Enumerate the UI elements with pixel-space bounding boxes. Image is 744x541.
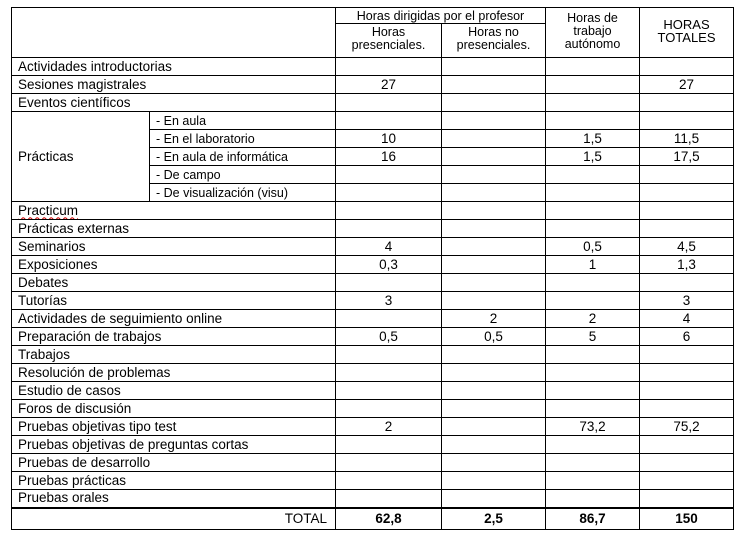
cell-nopres — [442, 220, 546, 238]
cell-nopres — [442, 166, 546, 184]
cell-auto: 5 — [546, 328, 640, 346]
table-row — [12, 472, 734, 490]
cell-pres — [336, 364, 442, 382]
cell-nopres — [442, 202, 546, 220]
table-row — [12, 346, 734, 364]
cell-auto: 2 — [546, 310, 640, 328]
cell-pres — [336, 220, 442, 238]
table-row — [12, 94, 734, 112]
cell-nopres: 2 — [442, 310, 546, 328]
cell-nopres — [442, 400, 546, 418]
row-label: Pruebas objetivas tipo test — [12, 418, 336, 436]
cell-total: 11,5 — [640, 130, 734, 148]
cell-nopres — [442, 238, 546, 256]
cell-total — [640, 220, 734, 238]
row-label: Tutorías — [12, 292, 336, 310]
cell-pres — [336, 184, 442, 202]
table-row — [12, 436, 734, 454]
cell-auto: 1,5 — [546, 130, 640, 148]
cell-pres — [336, 454, 442, 472]
cell-pres — [336, 274, 442, 292]
cell-total: 1,3 — [640, 256, 734, 274]
cell-pres: 16 — [336, 148, 442, 166]
cell-auto — [546, 166, 640, 184]
row-label: Preparación de trabajos — [12, 328, 336, 346]
cell-total — [640, 94, 734, 112]
cell-pres: 0,3 — [336, 256, 442, 274]
cell-pres: 27 — [336, 76, 442, 94]
row-label: Trabajos — [12, 346, 336, 364]
cell-pres: 4 — [336, 238, 442, 256]
cell-auto — [546, 400, 640, 418]
cell-total: 3 — [640, 292, 734, 310]
cell-nopres — [442, 454, 546, 472]
row-label: Practicum — [12, 202, 336, 220]
cell-nopres — [442, 364, 546, 382]
cell-nopres — [442, 436, 546, 454]
cell-total — [640, 112, 734, 130]
row-label: Estudio de casos — [12, 382, 336, 400]
cell-pres: 0,5 — [336, 328, 442, 346]
cell-pres — [336, 310, 442, 328]
header-total: HORAS TOTALES — [640, 8, 734, 58]
row-label: Pruebas objetivas de preguntas cortas — [12, 436, 336, 454]
cell-auto — [546, 364, 640, 382]
cell-total — [640, 364, 734, 382]
totals-label: TOTAL — [12, 508, 336, 530]
cell-pres: 3 — [336, 292, 442, 310]
header-autonomous: Horas de trabajo autónomo — [546, 8, 640, 58]
cell-total — [640, 58, 734, 76]
row-label: - De visualización (visu) — [150, 184, 336, 202]
row-label: - En el laboratorio — [150, 130, 336, 148]
cell-pres — [336, 382, 442, 400]
cell-nopres — [442, 58, 546, 76]
cell-auto — [546, 490, 640, 508]
cell-nopres: 0,5 — [442, 328, 546, 346]
cell-nopres — [442, 184, 546, 202]
cell-total — [640, 436, 734, 454]
cell-pres — [336, 94, 442, 112]
header-blank — [12, 8, 336, 58]
cell-auto — [546, 292, 640, 310]
table-row — [12, 328, 734, 346]
cell-nopres — [442, 292, 546, 310]
table-row — [12, 76, 734, 94]
cell-nopres — [442, 94, 546, 112]
table-row — [12, 418, 734, 436]
cell-auto — [546, 274, 640, 292]
cell-total: 75,2 — [640, 418, 734, 436]
cell-pres — [336, 346, 442, 364]
table-row — [12, 58, 734, 76]
cell-pres — [336, 58, 442, 76]
cell-auto: 1,5 — [546, 148, 640, 166]
cell-pres — [336, 202, 442, 220]
cell-nopres — [442, 274, 546, 292]
cell-total: 4,5 — [640, 238, 734, 256]
table-row — [12, 274, 734, 292]
cell-auto — [546, 76, 640, 94]
cell-total — [640, 490, 734, 508]
cell-auto — [546, 346, 640, 364]
row-label: Foros de discusión — [12, 400, 336, 418]
cell-total — [640, 454, 734, 472]
cell-auto — [546, 112, 640, 130]
cell-total: 6 — [640, 328, 734, 346]
row-label: Prácticas externas — [12, 220, 336, 238]
cell-total: 4 — [640, 310, 734, 328]
cell-pres — [336, 112, 442, 130]
practices-label: Prácticas — [12, 112, 150, 202]
row-label: Exposiciones — [12, 256, 336, 274]
cell-total: 17,5 — [640, 148, 734, 166]
cell-pres: 10 — [336, 130, 442, 148]
cell-auto — [546, 454, 640, 472]
cell-total — [640, 184, 734, 202]
row-label: Sesiones magistrales — [12, 76, 336, 94]
row-label: Pruebas orales — [12, 490, 336, 508]
table-row — [12, 310, 734, 328]
cell-total — [640, 166, 734, 184]
cell-pres — [336, 472, 442, 490]
row-label: Debates — [12, 274, 336, 292]
cell-auto — [546, 382, 640, 400]
table-row — [12, 220, 734, 238]
cell-nopres — [442, 346, 546, 364]
cell-nopres — [442, 148, 546, 166]
cell-total — [640, 400, 734, 418]
row-label: Actividades introductorias — [12, 58, 336, 76]
cell-nopres — [442, 418, 546, 436]
totals-total: 150 — [640, 508, 734, 530]
row-label: Resolución de problemas — [12, 364, 336, 382]
row-label: Actividades de seguimiento online — [12, 310, 336, 328]
cell-total: 27 — [640, 76, 734, 94]
cell-nopres — [442, 490, 546, 508]
cell-auto — [546, 94, 640, 112]
cell-auto — [546, 436, 640, 454]
row-label: Eventos científicos — [12, 94, 336, 112]
table-row — [12, 292, 734, 310]
cell-auto — [546, 220, 640, 238]
cell-nopres — [442, 472, 546, 490]
row-label: Pruebas de desarrollo — [12, 454, 336, 472]
header-directed: Horas dirigidas por el profesor — [336, 8, 546, 24]
row-label: - En aula — [150, 112, 336, 130]
cell-pres — [336, 166, 442, 184]
cell-auto — [546, 184, 640, 202]
cell-auto — [546, 58, 640, 76]
cell-auto: 1 — [546, 256, 640, 274]
cell-total — [640, 346, 734, 364]
table-row — [12, 400, 734, 418]
table-row — [12, 382, 734, 400]
row-label: Seminarios — [12, 238, 336, 256]
header-non-presential: Horas no presenciales. — [442, 24, 546, 58]
cell-nopres — [442, 256, 546, 274]
cell-auto — [546, 472, 640, 490]
cell-auto — [546, 202, 640, 220]
table-row — [12, 364, 734, 382]
cell-total — [640, 472, 734, 490]
table-row — [12, 490, 734, 508]
row-label: Pruebas prácticas — [12, 472, 336, 490]
table-row — [12, 454, 734, 472]
cell-nopres — [442, 130, 546, 148]
cell-auto: 73,2 — [546, 418, 640, 436]
totals-non-presential: 2,5 — [442, 508, 546, 530]
header-presential: Horas presenciales. — [336, 24, 442, 58]
cell-pres: 2 — [336, 418, 442, 436]
cell-nopres — [442, 76, 546, 94]
table-row — [12, 238, 734, 256]
cell-pres — [336, 436, 442, 454]
row-label: - En aula de informática — [150, 148, 336, 166]
cell-total — [640, 202, 734, 220]
cell-nopres — [442, 382, 546, 400]
table-row — [12, 202, 734, 220]
cell-pres — [336, 490, 442, 508]
totals-presential: 62,8 — [336, 508, 442, 530]
cell-auto: 0,5 — [546, 238, 640, 256]
cell-total — [640, 274, 734, 292]
cell-pres — [336, 400, 442, 418]
table-row — [12, 256, 734, 274]
table-row — [12, 112, 734, 130]
cell-total — [640, 382, 734, 400]
row-label: - De campo — [150, 166, 336, 184]
cell-nopres — [442, 112, 546, 130]
hours-table — [11, 7, 734, 530]
totals-autonomous: 86,7 — [546, 508, 640, 530]
